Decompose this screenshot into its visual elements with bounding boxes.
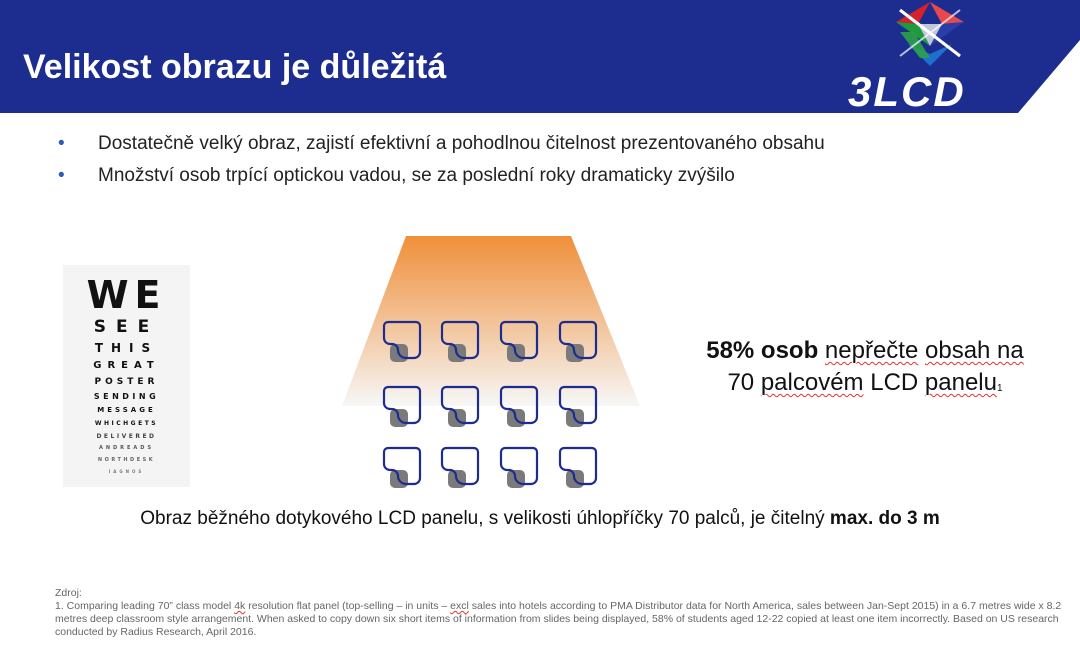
eye-chart-image <box>63 265 190 487</box>
stat-word: panelu <box>924 369 997 396</box>
stat-word: nepřečte <box>824 337 919 364</box>
footnote-ref: 1 <box>996 383 1003 394</box>
seat-icon <box>442 448 478 488</box>
footnote-label: Zdroj: <box>55 587 82 599</box>
stat-bold: 58% osob <box>706 337 819 364</box>
footnote-part: resolution flat panel (top-selling – in units – <box>245 600 451 612</box>
classroom-illustration <box>340 234 645 504</box>
eye-chart-row: GREAT <box>93 360 160 371</box>
eye-chart-row: MESSAGE <box>97 406 156 414</box>
eye-chart-row: THIS <box>94 341 159 355</box>
eye-chart-row: SENDING <box>93 392 160 401</box>
footnote-part: 1. Comparing leading 70” class model <box>55 600 235 612</box>
statistic-text <box>668 335 1062 399</box>
seat-icon <box>384 448 420 488</box>
bullet-item: • Dostatečně velký obraz, zajistí efektivní a pohodlnou čitelnost prezentovaného obsahu <box>58 128 825 160</box>
bullet-list <box>58 128 825 192</box>
eye-chart-row: NORTHDESK <box>97 457 156 463</box>
footnote-body <box>55 600 1070 639</box>
stat-word: LCD <box>870 369 919 396</box>
screen-light-cone <box>342 236 640 406</box>
caption-text: Obraz běžného dotykového LCD panelu, s velikosti úhlopříčky 70 palců, je čitelný <box>140 508 830 529</box>
source-footnote <box>55 587 1070 639</box>
caption-bold: max. do 3 m <box>829 508 940 529</box>
caption <box>0 508 1080 530</box>
seat-icon <box>501 448 537 488</box>
eye-chart-row: SEE <box>93 317 160 337</box>
seat-icon <box>560 448 596 488</box>
stat-word: palcovém <box>760 369 864 396</box>
stat-word: obsah na <box>925 337 1024 364</box>
bullet-item: • Množství osob trpící optickou vadou, se za poslední roky dramaticky zvýšilo <box>58 160 825 192</box>
eye-chart-row: DELIVERED <box>96 433 157 440</box>
eye-chart-row: ANDREADS <box>98 445 155 451</box>
eye-chart-row: IAGNOS <box>108 469 145 474</box>
footnote-part: sales into hotels according to PMA Distributor data for North America, sales between Jan-Sept 2015) in a 6.7 metres wide x 8.2 metres deep classroom style arrangement. When asked to copy down six short items of information from slides being displayed, 58% of students aged 12-22 copied at least one item incorrectly. Based on US research conducted by Radius Research, April 2016. <box>55 600 1062 638</box>
3lcd-logo-icon <box>890 2 970 66</box>
eye-chart-row: WE <box>86 273 167 317</box>
page-title: Velikost obrazu je důležitá <box>23 48 447 86</box>
stat-word: 70 <box>727 369 755 396</box>
eye-chart-row: POSTER <box>94 377 159 387</box>
footnote-part: 4k <box>234 600 246 612</box>
eye-chart-row: WHICHGETS <box>94 420 159 427</box>
logo-text: 3LCD <box>848 68 966 115</box>
footnote-part: excl <box>450 600 469 612</box>
